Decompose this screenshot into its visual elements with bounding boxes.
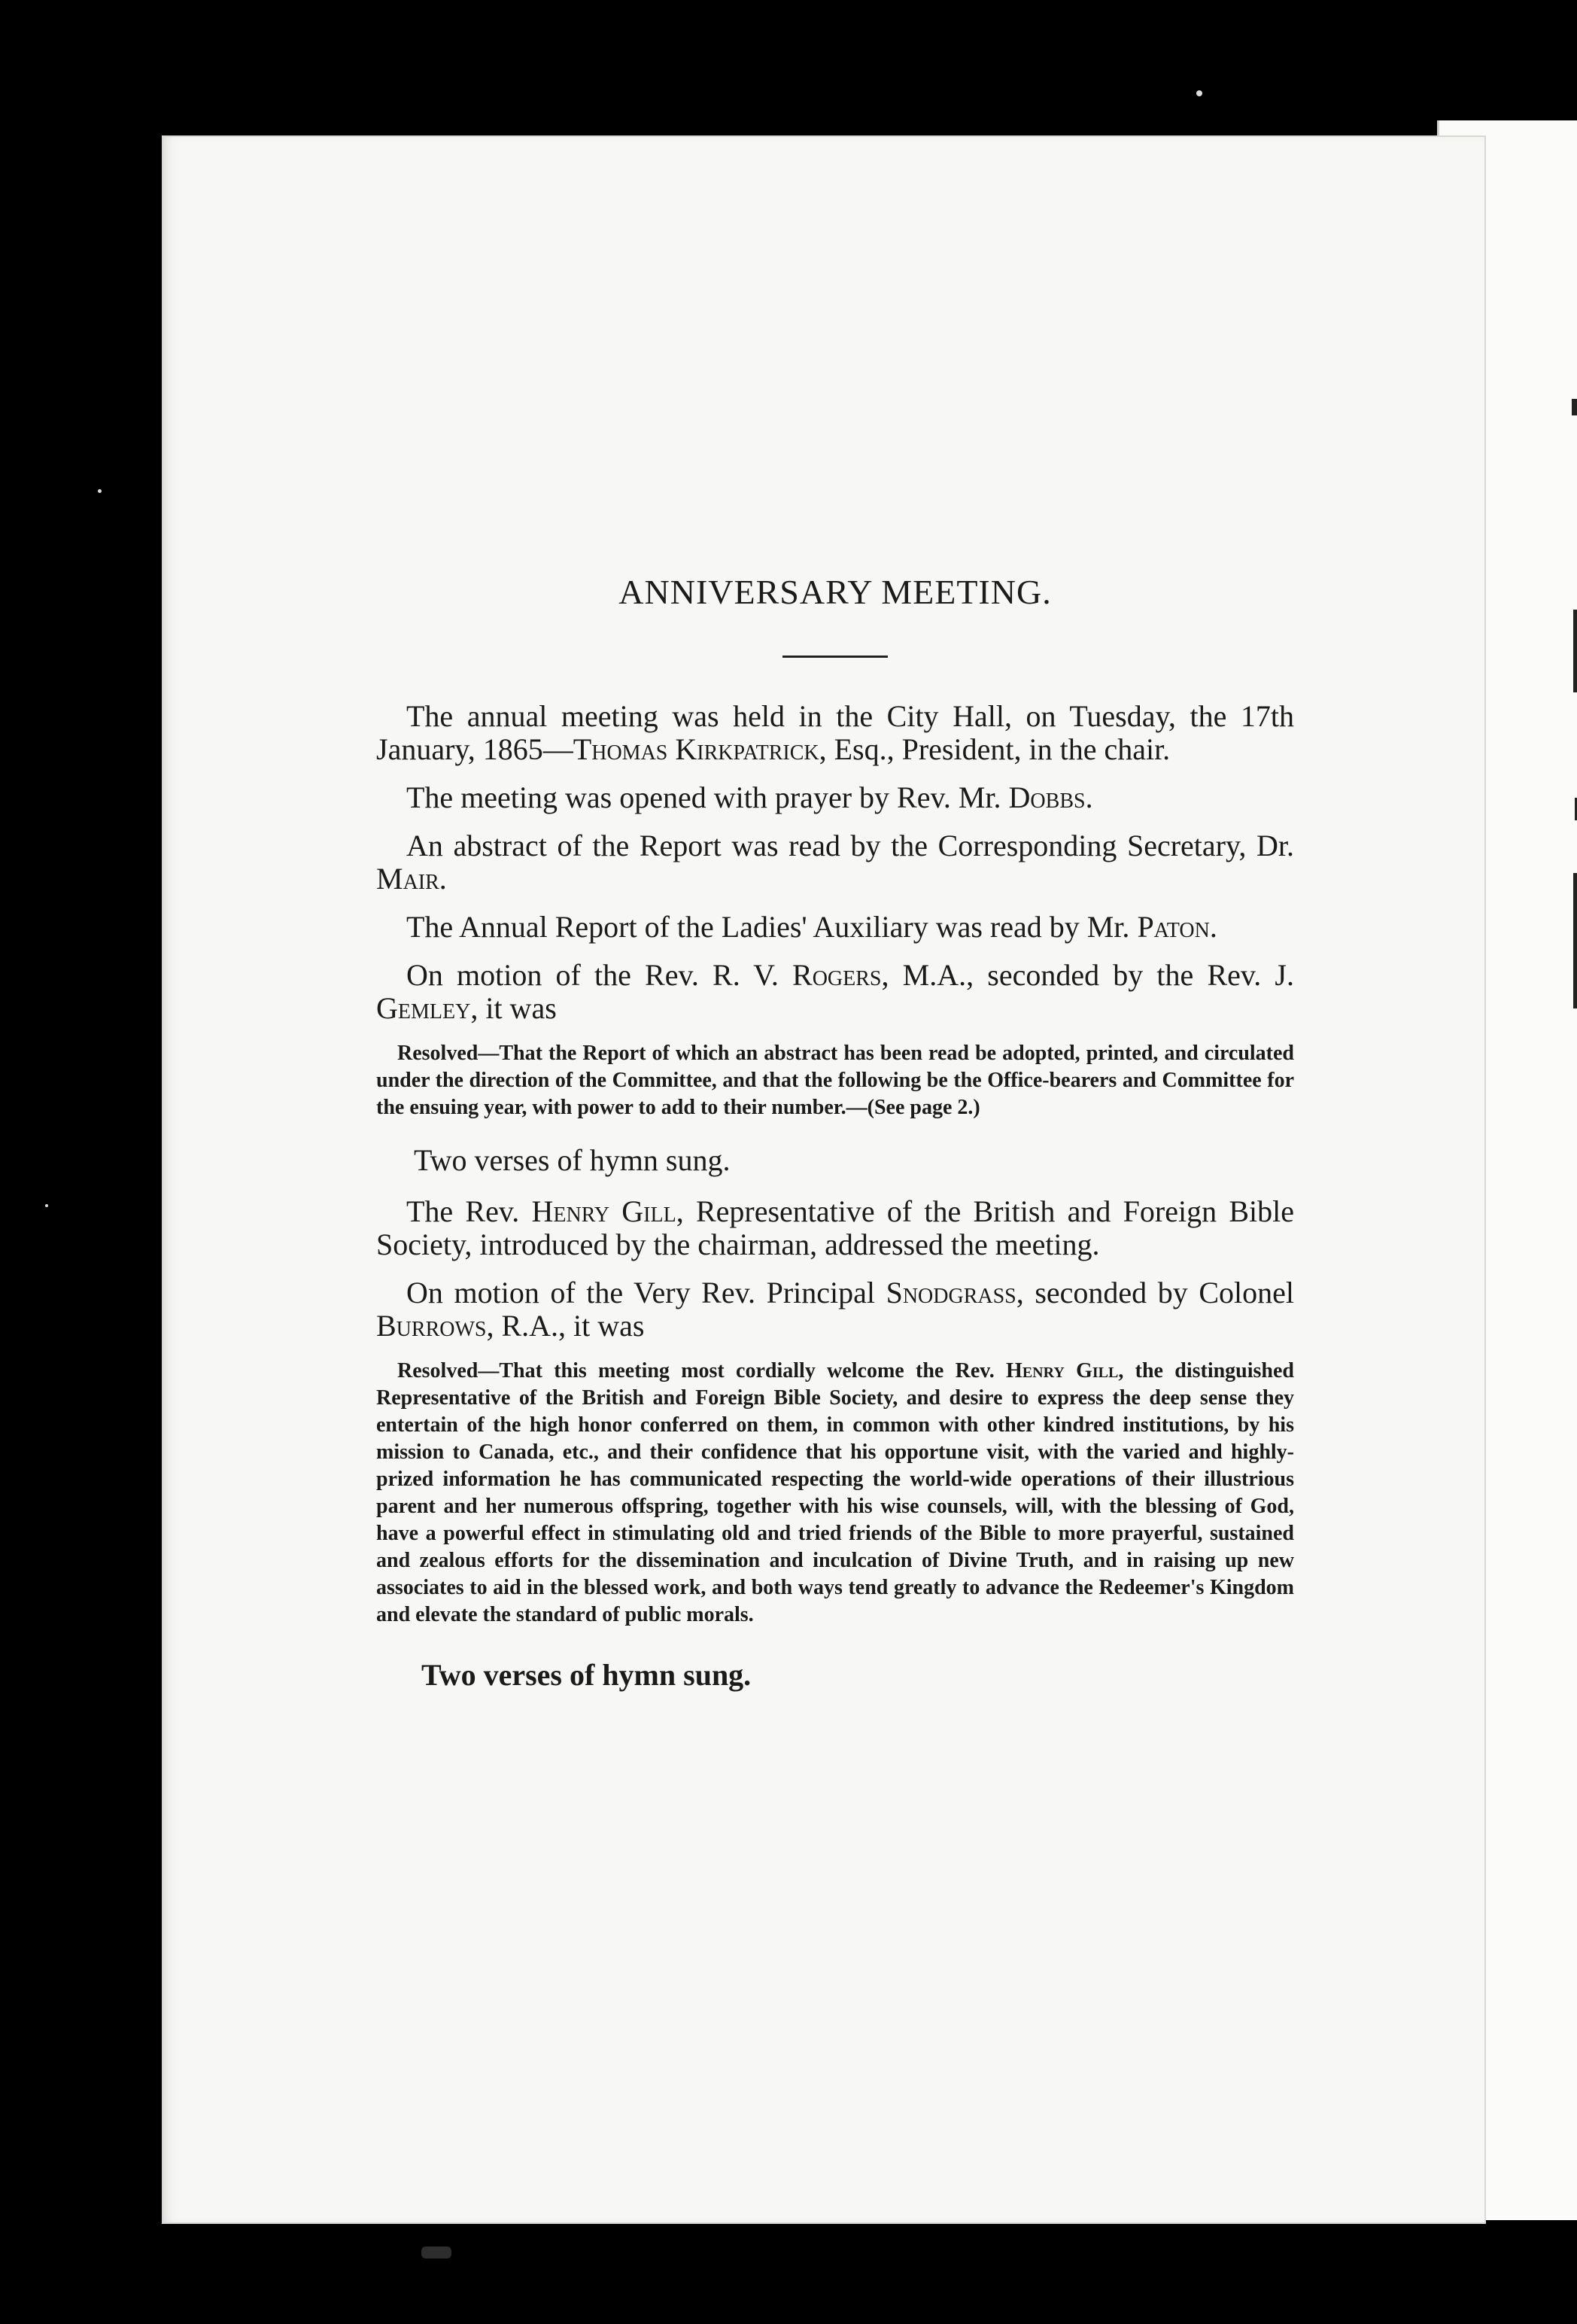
person-name: Henry Gill (1006, 1359, 1119, 1383)
paragraph-text: The Rev. (406, 1194, 532, 1228)
paragraph-text: , Representative of the British and Foreign Bible Society, introduced by the chairman, addressed the meeting. (376, 1194, 1294, 1261)
hymn-note: Two verses of hymn sung. (414, 1143, 731, 1177)
paragraph-text: On motion of the Rev. R. V. (406, 958, 793, 992)
paragraph-text: The meeting was opened with prayer by Rev. Mr. (406, 780, 1009, 814)
person-name: Thomas Kirkpatrick (573, 732, 819, 766)
person-name: Gemley (376, 991, 471, 1025)
resolution-adopt-report: Resolved—That the Report of which an abstract has been read be adopted, printed, and circulated under the direction of the Committee, and that the following be the Office-bearers and Committee for the ensuing year, with power to add to their number.—(See page 2.) (376, 1042, 1294, 1119)
facing-page-text-fragment (1573, 610, 1577, 692)
paragraph-opened-with-prayer (376, 781, 1294, 814)
paragraph-text: . (1209, 910, 1217, 944)
person-name: Mair (376, 862, 439, 896)
facing-page-text-fragment (1573, 873, 1577, 1008)
paragraph-motion-snodgrass (376, 1276, 1294, 1343)
paragraph-text: An abstract of the Report was read by the Corresponding Secretary, Dr. (406, 829, 1294, 862)
scan-speck (1196, 90, 1202, 96)
paragraph-text: , Esq., President, in the chair. (819, 732, 1171, 766)
paragraph-text: The Annual Report of the Ladies' Auxiliary was read by Mr. (406, 910, 1138, 944)
paragraph-abstract-report (376, 829, 1294, 896)
document-body (376, 572, 1294, 1710)
person-name: Snodgrass (886, 1276, 1016, 1310)
hymn-note: Two verses of hymn sung. (421, 1658, 752, 1692)
paragraph-text: Resolved—That this meeting most cordially welcome the Rev. (397, 1359, 1007, 1383)
paragraph-text: , the distinguished Representative of the British and Foreign Bible Society, and desire to express the deep sense they entertain of the high honor conferred on them, in common with other kindred institutions, by his mission to Canada, etc., and their confidence that his opportune visit, with the varied and highly-prized information he has communicated respecting the world-wide operations of their illustrious parent and her numerous offspring, together with his wise counsels, will, with the blessing of God, have a powerful effect in stimulating old and tried friends of the Bible to more prayerful, sustained and zealous efforts for the dissemination and inculcation of Divine Truth, and in raising up new associates to aid in the blessed work, and both ways tend greatly to advance the Redeemer's Kingdom and elevate the standard of public morals. (376, 1359, 1295, 1626)
paragraph-text: , it was (470, 991, 557, 1025)
person-name: Burrows (376, 1309, 487, 1343)
scan-speck (45, 1204, 48, 1207)
paragraph-ladies-auxiliary (376, 911, 1294, 944)
paragraph-meeting-held (376, 700, 1294, 766)
paragraph-text: , M.A., seconded by the Rev. J. (881, 958, 1294, 992)
person-name: Dobbs (1008, 780, 1086, 814)
page-title: ANNIVERSARY MEETING. (618, 573, 1052, 611)
facing-page-text-fragment (1572, 399, 1577, 415)
pencil-mark (421, 2246, 451, 2259)
paragraph-motion-rogers (376, 959, 1294, 1025)
paragraph-text: , seconded by Colonel (1016, 1276, 1294, 1310)
person-name: Henry Gill (531, 1194, 676, 1228)
title-rule (782, 656, 888, 658)
person-name: Paton (1137, 910, 1210, 944)
paragraph-text: On motion of the Very Rev. Principal (406, 1276, 886, 1310)
person-name: Rogers (792, 958, 882, 992)
paragraph-text: . (1085, 780, 1093, 814)
scan-speck (98, 489, 102, 493)
paragraph-text: . (439, 862, 447, 896)
resolution-welcome-gill (376, 1358, 1294, 1629)
paragraph-text: The annual meeting was held in the City Hall, on Tuesday, the 17th January, 1865— (376, 699, 1294, 766)
paragraph-henry-gill (376, 1195, 1294, 1261)
paragraph-text: , R.A., it was (486, 1309, 645, 1343)
